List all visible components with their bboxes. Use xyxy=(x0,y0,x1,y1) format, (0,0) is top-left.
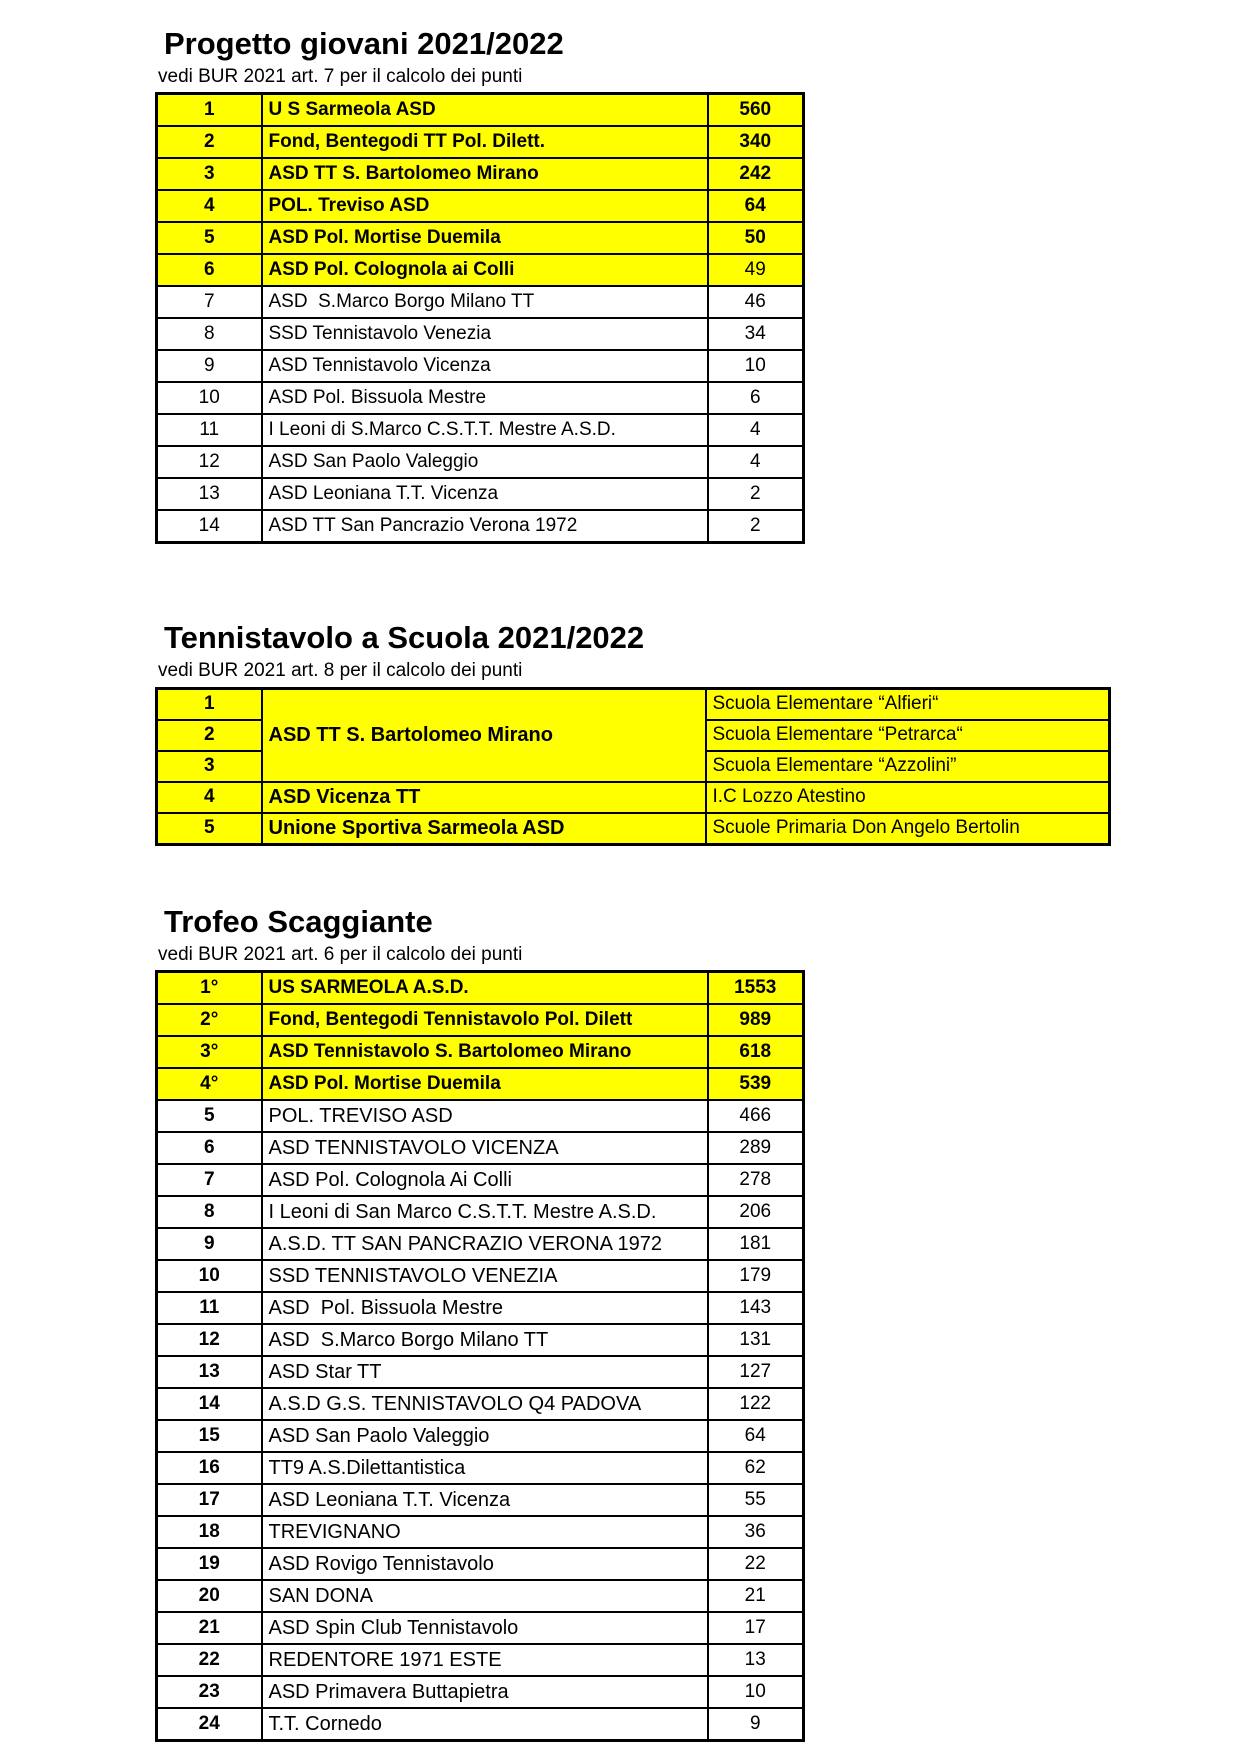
table-row xyxy=(157,1452,804,1484)
table-row xyxy=(157,1164,804,1196)
points-cell: 13 xyxy=(708,1644,804,1676)
points-cell: 206 xyxy=(708,1196,804,1228)
table-row xyxy=(157,1100,804,1132)
rank-cell: 5 xyxy=(157,1100,262,1132)
points-cell: 4 xyxy=(708,446,804,478)
points-cell: 62 xyxy=(708,1452,804,1484)
rank-cell: 12 xyxy=(157,446,262,478)
tennistavolo-a-scuola-table xyxy=(155,687,1111,846)
club-name-cell: ASD Pol. Colognola Ai Colli xyxy=(262,1164,708,1196)
club-name-cell: SSD Tennistavolo Venezia xyxy=(262,318,708,350)
table-row xyxy=(157,1388,804,1420)
rank-cell: 19 xyxy=(157,1548,262,1580)
table-row xyxy=(157,1260,804,1292)
rank-cell: 2 xyxy=(157,720,262,751)
club-name-cell: ASD TT San Pancrazio Verona 1972 xyxy=(262,510,708,543)
rank-cell: 3° xyxy=(157,1036,262,1068)
rank-cell: 3 xyxy=(157,751,262,782)
points-cell: 36 xyxy=(708,1516,804,1548)
points-cell: 4 xyxy=(708,414,804,446)
rank-cell: 10 xyxy=(157,382,262,414)
club-name-cell: US SARMEOLA A.S.D. xyxy=(262,972,708,1005)
club-name-cell: ASD Pol. Bissuola Mestre xyxy=(262,1292,708,1324)
table-row xyxy=(157,1356,804,1388)
table-row xyxy=(157,1132,804,1164)
section-progetto-giovani xyxy=(155,26,1240,544)
club-name-cell: U S Sarmeola ASD xyxy=(262,94,708,127)
points-cell: 46 xyxy=(708,286,804,318)
points-cell: 49 xyxy=(708,254,804,286)
table-row xyxy=(157,1516,804,1548)
club-name-cell: ASD Pol. Mortise Duemila xyxy=(262,222,708,254)
club-name-cell: Fond, Bentegodi Tennistavolo Pol. Dilett xyxy=(262,1004,708,1036)
club-name-cell: A.S.D G.S. TENNISTAVOLO Q4 PADOVA xyxy=(262,1388,708,1420)
points-cell: 989 xyxy=(708,1004,804,1036)
club-name-cell: ASD Primavera Buttapietra xyxy=(262,1676,708,1708)
points-cell: 22 xyxy=(708,1548,804,1580)
club-name-cell: ASD Pol. Colognola ai Colli xyxy=(262,254,708,286)
club-name-cell: ASD Rovigo Tennistavolo xyxy=(262,1548,708,1580)
table-row xyxy=(157,222,804,254)
table-row xyxy=(157,446,804,478)
club-name-cell: ASD TT S. Bartolomeo Mirano xyxy=(262,158,708,190)
rank-cell: 7 xyxy=(157,1164,262,1196)
points-cell: 278 xyxy=(708,1164,804,1196)
rank-cell: 4 xyxy=(157,782,262,813)
table-row xyxy=(157,782,1110,813)
table-row xyxy=(157,1484,804,1516)
club-name-cell: ASD Leoniana T.T. Vicenza xyxy=(262,478,708,510)
points-cell: 618 xyxy=(708,1036,804,1068)
club-name-cell: ASD Vicenza TT xyxy=(262,782,706,813)
rank-cell: 12 xyxy=(157,1324,262,1356)
rank-cell: 24 xyxy=(157,1708,262,1741)
progetto-giovani-ranking-table xyxy=(155,92,805,544)
rank-cell: 14 xyxy=(157,1388,262,1420)
rank-cell: 4° xyxy=(157,1068,262,1100)
club-name-cell: REDENTORE 1971 ESTE xyxy=(262,1644,708,1676)
points-cell: 6 xyxy=(708,382,804,414)
rank-cell: 14 xyxy=(157,510,262,543)
points-cell: 242 xyxy=(708,158,804,190)
points-cell: 10 xyxy=(708,350,804,382)
club-name-cell: ASD Spin Club Tennistavolo xyxy=(262,1612,708,1644)
club-name-cell: ASD Pol. Bissuola Mestre xyxy=(262,382,708,414)
club-name-cell: SSD TENNISTAVOLO VENEZIA xyxy=(262,1260,708,1292)
rank-cell: 7 xyxy=(157,286,262,318)
club-name-cell: ASD Pol. Mortise Duemila xyxy=(262,1068,708,1100)
club-name-cell: ASD Tennistavolo S. Bartolomeo Mirano xyxy=(262,1036,708,1068)
club-name-cell: I Leoni di San Marco C.S.T.T. Mestre A.S.D. xyxy=(262,1196,708,1228)
table-row xyxy=(157,94,804,127)
points-cell: 17 xyxy=(708,1612,804,1644)
table-row xyxy=(157,126,804,158)
points-cell: 340 xyxy=(708,126,804,158)
club-name-cell: POL. TREVISO ASD xyxy=(262,1100,708,1132)
table-row xyxy=(157,813,1110,845)
points-cell: 2 xyxy=(708,510,804,543)
club-name-cell: ASD TT S. Bartolomeo Mirano xyxy=(262,688,706,782)
rank-cell: 2° xyxy=(157,1004,262,1036)
points-cell: 131 xyxy=(708,1324,804,1356)
table-row xyxy=(157,688,1110,720)
club-name-cell: ASD TENNISTAVOLO VICENZA xyxy=(262,1132,708,1164)
club-name-cell: POL. Treviso ASD xyxy=(262,190,708,222)
table-row xyxy=(157,1548,804,1580)
table-row xyxy=(157,1004,804,1036)
points-cell: 2 xyxy=(708,478,804,510)
school-name-cell: I.C Lozzo Atestino xyxy=(706,782,1110,813)
subtitle-progetto-giovani: vedi BUR 2021 art. 7 per il calcolo dei punti xyxy=(158,65,523,87)
points-cell: 466 xyxy=(708,1100,804,1132)
rank-cell: 9 xyxy=(157,350,262,382)
club-name-cell: T.T. Cornedo xyxy=(262,1708,708,1741)
page-title-tennistavolo-a-scuola: Tennistavolo a Scuola 2021/2022 xyxy=(164,620,645,656)
page-title-trofeo-scaggiante: Trofeo Scaggiante xyxy=(164,903,433,939)
rank-cell: 1 xyxy=(157,688,262,720)
trofeo-scaggiante-ranking-table xyxy=(155,970,805,1742)
table-row xyxy=(157,1228,804,1260)
table-row xyxy=(157,350,804,382)
school-name-cell: Scuola Elementare “Alfieri“ xyxy=(706,688,1110,720)
table-row xyxy=(157,1196,804,1228)
rank-cell: 15 xyxy=(157,1420,262,1452)
club-name-cell: ASD Star TT xyxy=(262,1356,708,1388)
table-row xyxy=(157,1036,804,1068)
rank-cell: 18 xyxy=(157,1516,262,1548)
rank-cell: 3 xyxy=(157,158,262,190)
rank-cell: 9 xyxy=(157,1228,262,1260)
points-cell: 127 xyxy=(708,1356,804,1388)
table-row xyxy=(157,190,804,222)
table-row xyxy=(157,1676,804,1708)
rank-cell: 1° xyxy=(157,972,262,1005)
points-cell: 34 xyxy=(708,318,804,350)
rank-cell: 6 xyxy=(157,254,262,286)
page-title-progetto-giovani: Progetto giovani 2021/2022 xyxy=(164,26,564,61)
club-name-cell: I Leoni di S.Marco C.S.T.T. Mestre A.S.D. xyxy=(262,414,708,446)
school-name-cell: Scuola Elementare “Petrarca“ xyxy=(706,720,1110,751)
club-name-cell: ASD Tennistavolo Vicenza xyxy=(262,350,708,382)
points-cell: 1553 xyxy=(708,972,804,1005)
club-name-cell: Fond, Bentegodi TT Pol. Dilett. xyxy=(262,126,708,158)
points-cell: 64 xyxy=(708,1420,804,1452)
club-name-cell: ASD Leoniana T.T. Vicenza xyxy=(262,1484,708,1516)
points-cell: 55 xyxy=(708,1484,804,1516)
table-row xyxy=(157,1420,804,1452)
table-row xyxy=(157,1292,804,1324)
club-name-cell: A.S.D. TT SAN PANCRAZIO VERONA 1972 xyxy=(262,1228,708,1260)
rank-cell: 23 xyxy=(157,1676,262,1708)
rank-cell: 5 xyxy=(157,813,262,845)
points-cell: 181 xyxy=(708,1228,804,1260)
table-row xyxy=(157,254,804,286)
points-cell: 560 xyxy=(708,94,804,127)
table-row xyxy=(157,510,804,543)
points-cell: 21 xyxy=(708,1580,804,1612)
club-name-cell: Unione Sportiva Sarmeola ASD xyxy=(262,813,706,845)
subtitle-tennistavolo-a-scuola: vedi BUR 2021 art. 8 per il calcolo dei punti xyxy=(158,660,523,682)
table-row xyxy=(157,1580,804,1612)
rank-cell: 20 xyxy=(157,1580,262,1612)
points-cell: 179 xyxy=(708,1260,804,1292)
rank-cell: 6 xyxy=(157,1132,262,1164)
points-cell: 539 xyxy=(708,1068,804,1100)
section-trofeo-scaggiante xyxy=(155,904,1240,1742)
rank-cell: 8 xyxy=(157,318,262,350)
rank-cell: 13 xyxy=(157,478,262,510)
rank-cell: 11 xyxy=(157,1292,262,1324)
table-row xyxy=(157,972,804,1005)
points-cell: 64 xyxy=(708,190,804,222)
points-cell: 9 xyxy=(708,1708,804,1741)
rank-cell: 4 xyxy=(157,190,262,222)
rank-cell: 5 xyxy=(157,222,262,254)
table-row xyxy=(157,1644,804,1676)
table-row xyxy=(157,318,804,350)
points-cell: 289 xyxy=(708,1132,804,1164)
rank-cell: 11 xyxy=(157,414,262,446)
table-row xyxy=(157,414,804,446)
rank-cell: 22 xyxy=(157,1644,262,1676)
club-name-cell: TREVIGNANO xyxy=(262,1516,708,1548)
club-name-cell: TT9 A.S.Dilettantistica xyxy=(262,1452,708,1484)
table-row xyxy=(157,286,804,318)
school-name-cell: Scuole Primaria Don Angelo Bertolin xyxy=(706,813,1110,845)
club-name-cell: SAN DONA xyxy=(262,1580,708,1612)
table-row xyxy=(157,382,804,414)
rank-cell: 8 xyxy=(157,1196,262,1228)
rank-cell: 10 xyxy=(157,1260,262,1292)
rank-cell: 2 xyxy=(157,126,262,158)
club-name-cell: ASD San Paolo Valeggio xyxy=(262,446,708,478)
points-cell: 143 xyxy=(708,1292,804,1324)
club-name-cell: ASD S.Marco Borgo Milano TT xyxy=(262,286,708,318)
club-name-cell: ASD S.Marco Borgo Milano TT xyxy=(262,1324,708,1356)
table-row xyxy=(157,158,804,190)
points-cell: 10 xyxy=(708,1676,804,1708)
points-cell: 50 xyxy=(708,222,804,254)
rank-cell: 17 xyxy=(157,1484,262,1516)
rank-cell: 13 xyxy=(157,1356,262,1388)
rank-cell: 16 xyxy=(157,1452,262,1484)
club-name-cell: ASD San Paolo Valeggio xyxy=(262,1420,708,1452)
rank-cell: 21 xyxy=(157,1612,262,1644)
table-row xyxy=(157,478,804,510)
school-name-cell: Scuola Elementare “Azzolini” xyxy=(706,751,1110,782)
rank-cell: 1 xyxy=(157,94,262,127)
table-row xyxy=(157,1324,804,1356)
points-cell: 122 xyxy=(708,1388,804,1420)
table-row xyxy=(157,1708,804,1741)
table-row xyxy=(157,1068,804,1100)
subtitle-trofeo-scaggiante: vedi BUR 2021 art. 6 per il calcolo dei punti xyxy=(158,943,523,965)
table-row xyxy=(157,1612,804,1644)
section-tennistavolo-a-scuola xyxy=(155,620,1240,845)
